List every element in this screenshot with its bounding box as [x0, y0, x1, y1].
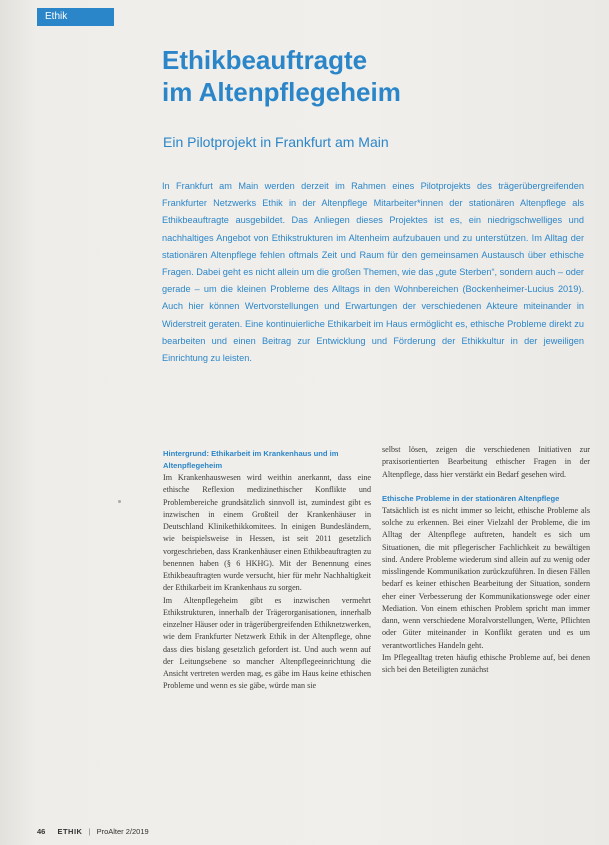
right-column-paragraph-1: selbst lösen, zeigen die verschiedenen Initiativen zur praxisorientierten Bearbeitung ethischer Fragen in der Altenpflege, dass hier verstärkt ein Bedarf gesehen wird.	[382, 445, 590, 479]
right-column	[382, 444, 590, 676]
section-tag: Ethik	[37, 8, 114, 26]
footer-separator: |	[88, 827, 91, 836]
right-column-heading: Ethische Probleme in der stationären Altenpflege	[382, 493, 560, 503]
left-column-paragraph-2: Im Altenpflegeheim gibt es inzwischen vermehrt Ethikstrukturen, innerhalb der Trägerorganisationen, innerhalb einzelner Häuser oder in trägerübergreifenden Ethiknetzwerken, wie dem Frankfurter Netzwerk Ethik in der Altenpflege, ohne dass dies bislang gesetzlich gefordert ist. Und auch wenn auf der Leitungsebene so mancher Altenpflegeeinrichtung die Ansicht vertreten werden mag, es gäbe im Haus keine ethischen Probleme und wenn es sie gäbe, würde man sie	[163, 595, 371, 691]
left-column-paragraph-1: Im Krankenhauswesen wird weithin anerkannt, dass eine ethische Reflexion medizinethischer Konflikte und Problembereiche grundsätzlich sinnvoll ist, zumindest gibt es inzwischen in einem Großteil der Krankenhäuser in Deutschland Klinikethikkomitees. In einigen Bundesländern, wie beispielsweise in Hessen, ist seit 2011 gesetzlich vorgeschrieben, dass Krankenhäuser einen Ethikbeauftragten zu benennen haben (§ 6 HKHG). Mit der Benennung eines Ethikbeauftragten wurde versucht, hier für mehr Nachhaltigkeit der Ethikarbeit im Krankenhaus zu sorgen.	[163, 473, 371, 593]
footer-publication: ProAlter 2/2019	[96, 827, 149, 836]
left-column-heading: Hintergrund: Ethikarbeit im Krankenhaus und im Altenpflegeheim	[163, 449, 339, 470]
paragraph-gap	[382, 481, 590, 493]
page-number: 46	[37, 827, 46, 836]
lead-paragraph: In Frankfurt am Main werden derzeit im Rahmen eines Pilotprojekts des trägerübergreifenden Frankfurter Netzwerks Ethik in der Altenpflege Mitarbeiter*innen der stationären Altenpflege als Ethikbeauftragte ausgebildet. Das Anliegen dieses Projektes ist es, ein niedrigschwelliges und nachhaltiges Angebot von Ethikstrukturen im Altenheim aufzubauen und zu unterstützen. Im Alltag der stationären Altenpflege fehlen oftmals Zeit und Raum für den gemeinsamen Austausch über ethische Fragen. Dabei geht es nicht allein um die großen Themen, wie das „gute Sterben“, sondern auch – oder gerade – um die kleinen Probleme des Alltags in den Wohnbereichen (Bockenheimer-Lucius 2019). Auch hier können Wertvorstellungen und Erwartungen der verschiedenen Akteure miteinander in Widerstreit geraten. Eine kontinuierliche Ethikarbeit im Haus ermöglicht es, ethische Probleme direkt zu bearbeiten und einen Beitrag zur Entwicklung und Förderung der Ethikkultur in der jeweiligen Einrichtung zu leisten.	[162, 181, 584, 364]
article-title-line-1: Ethikbeauftragte	[162, 45, 368, 75]
right-column-paragraph-3: Im Pflegealltag treten häufig ethische Probleme auf, bei denen sich bei den Beteiligten zunächst	[382, 652, 590, 674]
footer-section: ETHIK	[57, 827, 83, 836]
left-column	[163, 448, 371, 693]
right-column-paragraph-2: Tatsächlich ist es nicht immer so leicht, ethische Probleme als solche zu erkennen. Bei einer Vielzahl der Probleme, die im Alltag der Altenpflege auftreten, handelt es sich um Situationen, die mit pflegerischer Fachlichkeit zu bewältigen sind. Andere Probleme wiederum sind allein auf zu wenig oder misslingende Kommunikation zurückzuführen. In diesen Fällen bedarf es keiner ethischen Bearbeitung der Situation, sondern eher einer Verbesserung der Kommunikationswege oder einer Mediation. Von einem ethischen Problem spricht man immer dann, wenn verschiedene Moralvorstellungen, Werte, Pflichten oder Güter miteinander in Konflikt geraten und es um verantwortliches Handeln geht.	[382, 505, 590, 650]
page-footer	[37, 826, 337, 838]
article-subtitle: Ein Pilotprojekt in Frankfurt am Main	[163, 134, 389, 150]
scan-mark	[118, 500, 121, 503]
article-title-line-2: im Altenpflegeheim	[162, 77, 401, 107]
article-title	[162, 44, 582, 108]
